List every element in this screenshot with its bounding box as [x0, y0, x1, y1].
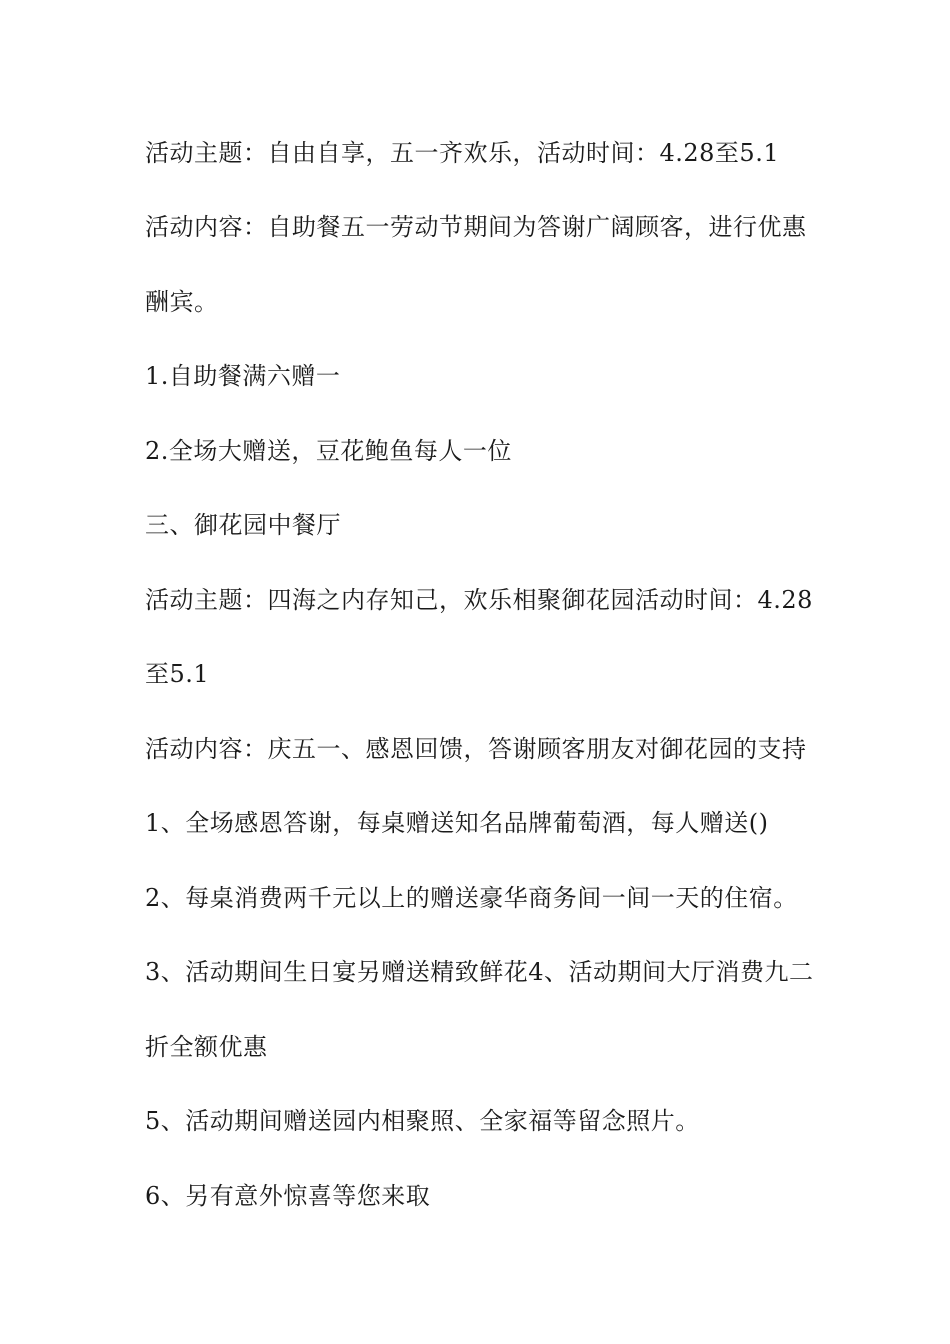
text-line-4: 1.自助餐满六赠一: [145, 362, 341, 390]
text-line-10: 1、全场感恩答谢，每桌赠送知名品牌葡萄酒，每人赠送(): [145, 809, 769, 837]
text-line-15: 6、另有意外惊喜等您来取: [145, 1182, 431, 1210]
text-line-2: 活动内容：自助餐五一劳动节期间为答谢广阔顾客，进行优惠: [145, 213, 807, 241]
text-line-11: 2、每桌消费两千元以上的赠送豪华商务间一间一天的住宿。: [145, 884, 798, 912]
text-line-13: 折全额优惠: [145, 1033, 268, 1061]
text-line-5: 2.全场大赠送，豆花鲍鱼每人一位: [145, 437, 512, 465]
text-line-1: 活动主题：自由自享，五一齐欢乐，活动时间：4.28至5.1: [145, 139, 780, 167]
text-line-14: 5、活动期间赠送园内相聚照、全家福等留念照片。: [145, 1107, 700, 1135]
section-heading: 三、御花园中餐厅: [145, 511, 341, 539]
text-line-8: 至5.1: [145, 660, 210, 688]
text-line-3: 酬宾。: [145, 288, 219, 316]
text-line-12: 3、活动期间生日宴另赠送精致鲜花4、活动期间大厅消费九二: [145, 958, 814, 986]
text-line-9: 活动内容：庆五一、感恩回馈，答谢顾客朋友对御花园的支持: [145, 735, 807, 763]
text-line-7: 活动主题：四海之内存知己，欢乐相聚御花园活动时间：4.28: [145, 586, 813, 614]
